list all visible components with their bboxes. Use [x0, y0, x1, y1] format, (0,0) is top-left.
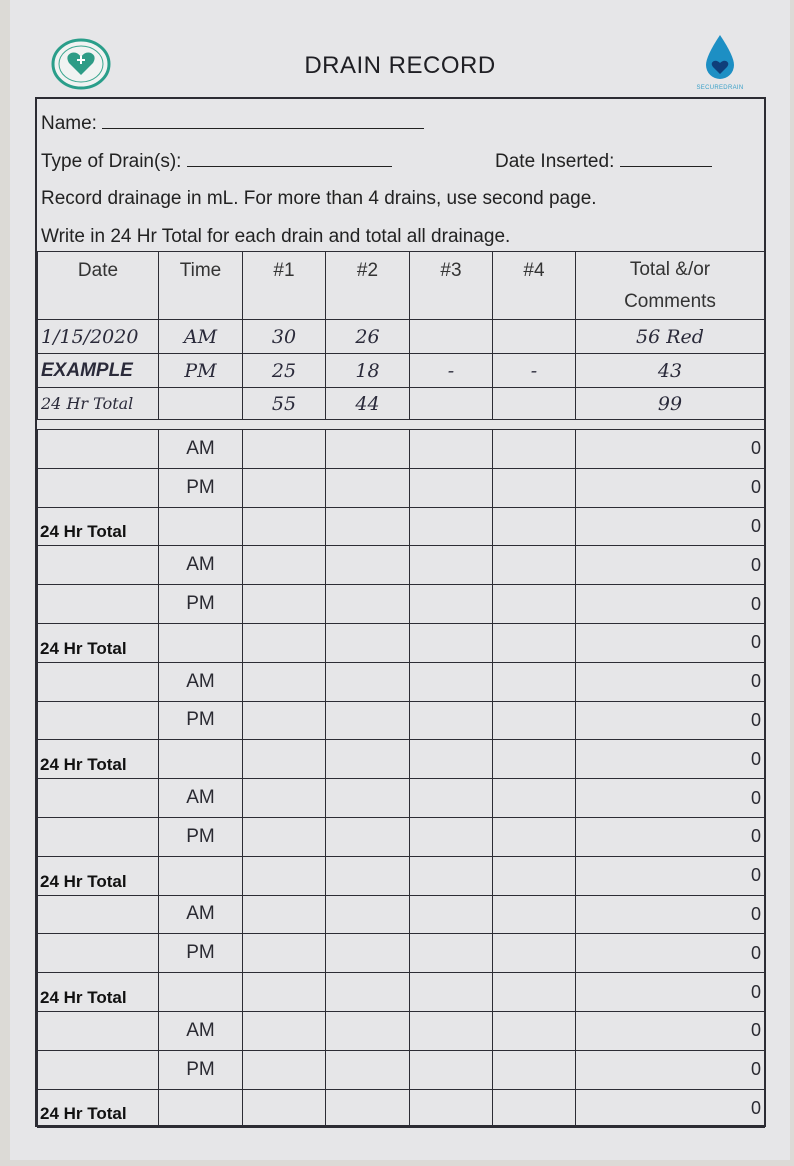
example-d2: 44	[326, 388, 410, 420]
drain-3-cell[interactable]	[410, 1050, 493, 1089]
drain-4-cell[interactable]	[493, 585, 576, 624]
entry-row-am	[38, 779, 765, 818]
time-cell	[159, 1089, 243, 1128]
col-total-label: Total &/or	[629, 259, 711, 280]
example-time	[159, 388, 243, 420]
drain-4-cell[interactable]	[493, 895, 576, 934]
drain-4-cell[interactable]	[493, 701, 576, 740]
drain-1-cell[interactable]	[243, 623, 326, 662]
drain-4-cell[interactable]	[493, 817, 576, 856]
col-comments-label: Comments	[624, 291, 716, 312]
example-total: 56 Red	[576, 320, 765, 354]
drain-2-cell[interactable]	[326, 895, 410, 934]
example-d2: 26	[326, 320, 410, 354]
total-cell[interactable]: 0	[576, 468, 765, 507]
drain-1-cell[interactable]	[243, 817, 326, 856]
drain-2-cell[interactable]	[326, 740, 410, 779]
drain-2-cell[interactable]	[326, 856, 410, 895]
total-cell[interactable]: 0	[576, 507, 765, 546]
drain-2-cell[interactable]	[326, 507, 410, 546]
date-cell[interactable]	[38, 701, 159, 740]
separator-row	[38, 420, 765, 430]
date-cell[interactable]	[38, 1011, 159, 1050]
time-label-pm: PM	[159, 585, 243, 624]
example-date: 1/15/2020	[38, 320, 159, 354]
entry-row-am	[38, 546, 765, 585]
example-d2: 18	[326, 354, 410, 388]
drain-4-cell[interactable]	[493, 662, 576, 701]
drain-1-cell[interactable]	[243, 973, 326, 1012]
entry-row-pm	[38, 817, 765, 856]
day-total-row	[38, 973, 765, 1012]
drop-logo	[684, 32, 756, 96]
drain-1-cell[interactable]	[243, 779, 326, 818]
drain-2-cell[interactable]	[326, 701, 410, 740]
drain-4-cell[interactable]	[493, 1050, 576, 1089]
drain-3-cell[interactable]	[410, 817, 493, 856]
drain-2-cell[interactable]	[326, 934, 410, 973]
time-cell	[159, 507, 243, 546]
drain-1-cell[interactable]	[243, 430, 326, 469]
drain-2-cell[interactable]	[326, 585, 410, 624]
total-cell[interactable]: 0	[576, 430, 765, 469]
drain-1-cell[interactable]	[243, 1050, 326, 1089]
drain-3-cell[interactable]	[410, 1011, 493, 1050]
drain-1-cell[interactable]	[243, 856, 326, 895]
day-total-label: 24 Hr Total	[38, 1089, 159, 1128]
drain-type-label: Type of Drain(s):	[41, 151, 182, 172]
day-total-label: 24 Hr Total	[38, 973, 159, 1012]
name-field[interactable]	[102, 112, 424, 129]
day-total-row	[38, 856, 765, 895]
drain-2-cell[interactable]	[326, 1050, 410, 1089]
col-time: Time	[159, 252, 243, 320]
drain-3-cell[interactable]	[410, 934, 493, 973]
drain-3-cell[interactable]	[410, 740, 493, 779]
drain-2-cell[interactable]	[326, 662, 410, 701]
drain-1-cell[interactable]	[243, 507, 326, 546]
time-label-pm: PM	[159, 817, 243, 856]
drain-3-cell[interactable]	[410, 546, 493, 585]
example-day-total-label: 24 Hr Total	[38, 388, 159, 420]
example-d3	[410, 320, 493, 354]
drain-2-cell[interactable]	[326, 546, 410, 585]
total-cell[interactable]: 0	[576, 662, 765, 701]
day-total-label: 24 Hr Total	[38, 856, 159, 895]
day-total-label: 24 Hr Total	[38, 740, 159, 779]
example-d4	[493, 320, 576, 354]
time-cell	[159, 973, 243, 1012]
name-label: Name:	[41, 113, 97, 134]
drain-3-cell[interactable]	[410, 1089, 493, 1128]
entry-row-pm	[38, 468, 765, 507]
total-cell[interactable]: 0	[576, 1050, 765, 1089]
time-cell	[159, 856, 243, 895]
date-cell[interactable]	[38, 430, 159, 469]
date-cell[interactable]	[38, 817, 159, 856]
drain-3-cell[interactable]	[410, 973, 493, 1012]
drain-1-cell[interactable]	[243, 546, 326, 585]
date-cell[interactable]	[38, 779, 159, 818]
day-total-row	[38, 623, 765, 662]
entry-row-pm	[38, 701, 765, 740]
total-cell[interactable]: 0	[576, 973, 765, 1012]
drain-2-cell[interactable]	[326, 623, 410, 662]
drain-1-cell[interactable]	[243, 740, 326, 779]
instruction-1: Record drainage in mL. For more than 4 drains, use second page.	[41, 188, 597, 209]
date-cell[interactable]	[38, 546, 159, 585]
drop-logo-icon	[684, 32, 756, 84]
name-line	[41, 112, 424, 135]
drain-4-cell[interactable]	[493, 934, 576, 973]
date-cell[interactable]	[38, 895, 159, 934]
time-cell	[159, 740, 243, 779]
entry-row-pm	[38, 1050, 765, 1089]
drain-4-cell[interactable]	[493, 430, 576, 469]
drain-2-cell[interactable]	[326, 973, 410, 1012]
time-label-pm: PM	[159, 701, 243, 740]
drain-4-cell[interactable]	[493, 546, 576, 585]
total-cell[interactable]: 0	[576, 740, 765, 779]
drain-1-cell[interactable]	[243, 468, 326, 507]
total-cell[interactable]: 0	[576, 585, 765, 624]
entry-row-am	[38, 430, 765, 469]
total-cell[interactable]: 0	[576, 856, 765, 895]
total-cell[interactable]: 0	[576, 546, 765, 585]
col-drain-3: #3	[410, 252, 493, 320]
drain-2-cell[interactable]	[326, 468, 410, 507]
example-row-pm	[38, 354, 765, 388]
time-label-am: AM	[159, 895, 243, 934]
drain-2-cell[interactable]	[326, 430, 410, 469]
drain-3-cell[interactable]	[410, 701, 493, 740]
example-row-total	[38, 388, 765, 420]
drain-4-cell[interactable]	[493, 1011, 576, 1050]
drain-4-cell[interactable]	[493, 856, 576, 895]
date-cell[interactable]	[38, 934, 159, 973]
time-label-am: AM	[159, 546, 243, 585]
example-total: 43	[576, 354, 765, 388]
brand-text: SECUREDRAIN	[696, 85, 744, 91]
drain-2-cell[interactable]	[326, 1089, 410, 1128]
total-cell[interactable]: 0	[576, 1089, 765, 1128]
drain-1-cell[interactable]	[243, 585, 326, 624]
date-inserted-field[interactable]	[620, 150, 712, 167]
total-cell[interactable]: 0	[576, 895, 765, 934]
day-total-row	[38, 1089, 765, 1128]
drain-table	[37, 251, 765, 1128]
drain-2-cell[interactable]	[326, 817, 410, 856]
date-cell[interactable]	[38, 1050, 159, 1089]
drain-3-cell[interactable]	[410, 895, 493, 934]
total-cell[interactable]: 0	[576, 934, 765, 973]
drain-3-cell[interactable]	[410, 856, 493, 895]
entry-row-pm	[38, 585, 765, 624]
drain-4-cell[interactable]	[493, 740, 576, 779]
time-label-pm: PM	[159, 1050, 243, 1089]
total-cell[interactable]: 0	[576, 817, 765, 856]
time-cell	[159, 623, 243, 662]
time-label-am: AM	[159, 430, 243, 469]
drain-1-cell[interactable]	[243, 662, 326, 701]
record-body	[38, 430, 765, 1128]
date-inserted-line	[495, 150, 712, 173]
drain-3-cell[interactable]	[410, 779, 493, 818]
drain-1-cell[interactable]	[243, 701, 326, 740]
date-cell[interactable]	[38, 585, 159, 624]
drain-4-cell[interactable]	[493, 623, 576, 662]
time-label-am: AM	[159, 662, 243, 701]
example-d1: 30	[243, 320, 326, 354]
total-cell[interactable]: 0	[576, 623, 765, 662]
col-total-comments	[576, 252, 765, 320]
drain-1-cell[interactable]	[243, 934, 326, 973]
example-time: AM	[159, 320, 243, 354]
drain-type-line	[41, 150, 392, 173]
total-cell[interactable]: 0	[576, 701, 765, 740]
drain-4-cell[interactable]	[493, 1089, 576, 1128]
day-total-row	[38, 507, 765, 546]
drain-1-cell[interactable]	[243, 1089, 326, 1128]
example-d4: -	[493, 354, 576, 388]
drain-2-cell[interactable]	[326, 1011, 410, 1050]
page-title: DRAIN RECORD	[304, 52, 496, 79]
date-cell[interactable]	[38, 468, 159, 507]
entry-row-am	[38, 1011, 765, 1050]
col-drain-4: #4	[493, 252, 576, 320]
drain-type-field[interactable]	[187, 150, 392, 167]
drain-3-cell[interactable]	[410, 430, 493, 469]
time-label-am: AM	[159, 779, 243, 818]
entry-row-am	[38, 662, 765, 701]
col-drain-1: #1	[243, 252, 326, 320]
example-label: EXAMPLE	[38, 354, 159, 388]
example-d3	[410, 388, 493, 420]
day-total-row	[38, 740, 765, 779]
drain-4-cell[interactable]	[493, 507, 576, 546]
example-d1: 55	[243, 388, 326, 420]
day-total-label: 24 Hr Total	[38, 507, 159, 546]
example-total: 99	[576, 388, 765, 420]
date-inserted-label: Date Inserted:	[495, 151, 615, 172]
date-cell[interactable]	[38, 662, 159, 701]
total-cell[interactable]: 0	[576, 779, 765, 818]
col-drain-2: #2	[326, 252, 410, 320]
example-d4	[493, 388, 576, 420]
drain-3-cell[interactable]	[410, 623, 493, 662]
drain-2-cell[interactable]	[326, 779, 410, 818]
example-row-am	[38, 320, 765, 354]
col-date: Date	[38, 252, 159, 320]
example-time: PM	[159, 354, 243, 388]
day-total-label: 24 Hr Total	[38, 623, 159, 662]
entry-row-am	[38, 895, 765, 934]
drain-3-cell[interactable]	[410, 468, 493, 507]
instruction-2: Write in 24 Hr Total for each drain and total all drainage.	[41, 226, 511, 247]
time-label-pm: PM	[159, 934, 243, 973]
drain-3-cell[interactable]	[410, 507, 493, 546]
header-row	[38, 252, 765, 320]
entry-row-pm	[38, 934, 765, 973]
example-d1: 25	[243, 354, 326, 388]
drain-3-cell[interactable]	[410, 662, 493, 701]
drain-4-cell[interactable]	[493, 468, 576, 507]
drain-1-cell[interactable]	[243, 895, 326, 934]
time-label-pm: PM	[159, 468, 243, 507]
drain-1-cell[interactable]	[243, 1011, 326, 1050]
drain-4-cell[interactable]	[493, 973, 576, 1012]
heart-logo-icon	[51, 38, 111, 90]
total-cell[interactable]: 0	[576, 1011, 765, 1050]
drain-3-cell[interactable]	[410, 585, 493, 624]
time-label-am: AM	[159, 1011, 243, 1050]
example-d3: -	[410, 354, 493, 388]
drain-4-cell[interactable]	[493, 779, 576, 818]
